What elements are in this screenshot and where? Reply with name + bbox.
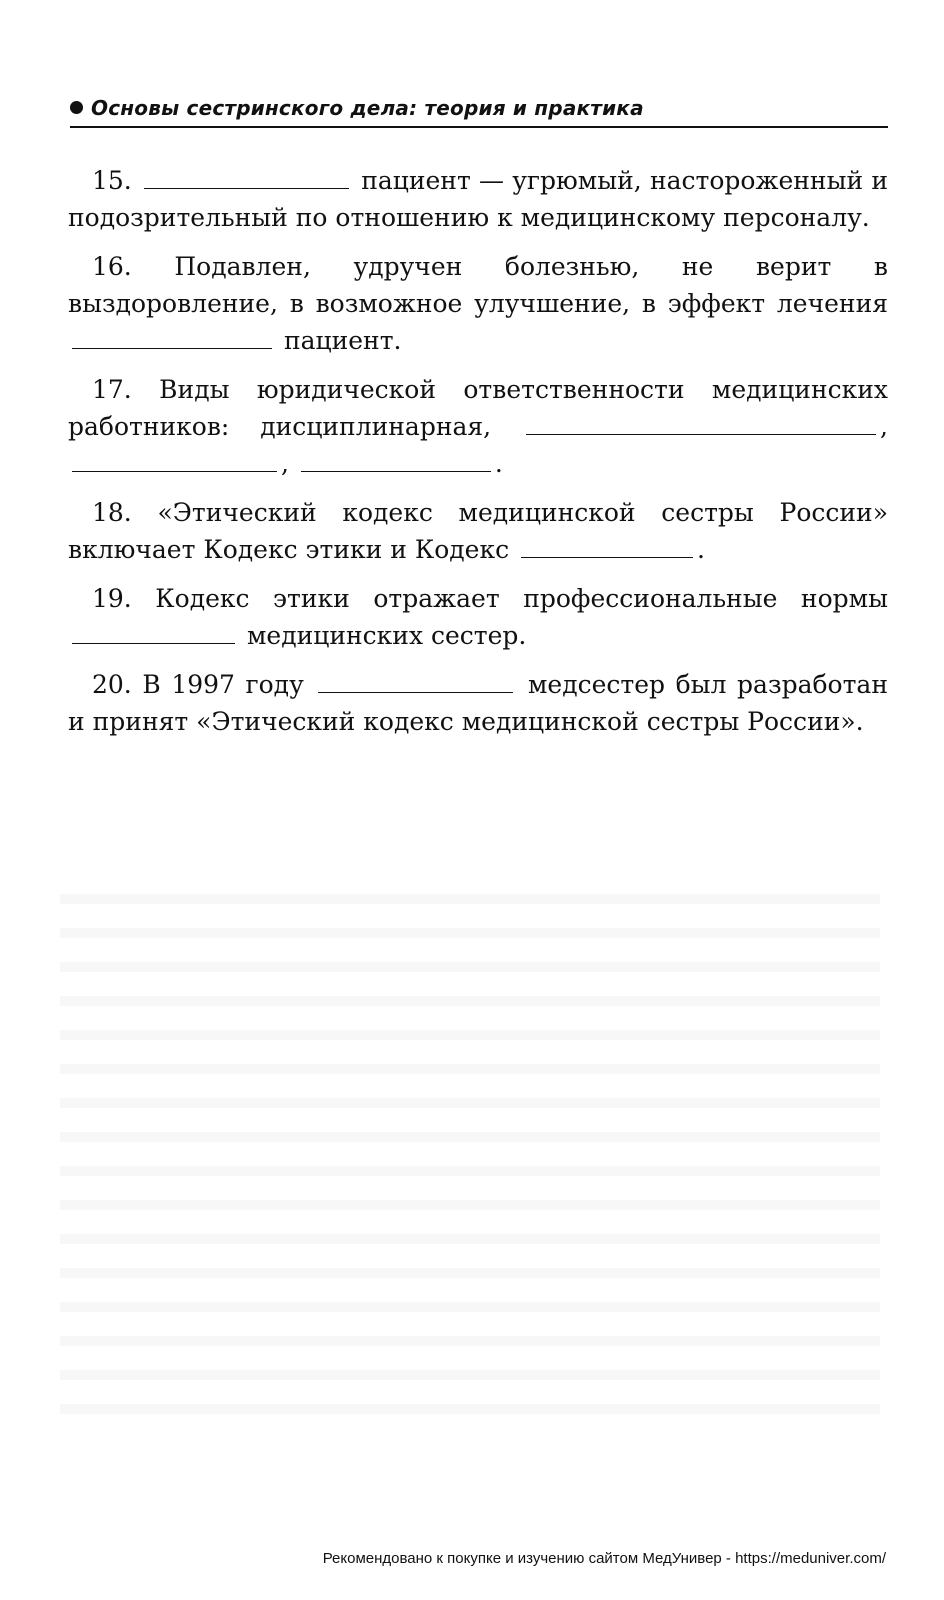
question-text: «Этический кодекс медицинской сестры России» включает Кодекс этики и Кодекс <box>68 498 888 564</box>
question-16 <box>68 248 888 359</box>
answer-blank <box>318 666 513 693</box>
question-text: медсестер был разработан и принят «Этический кодекс медицинской сестры России». <box>68 670 888 736</box>
question-number: 15. <box>92 166 132 195</box>
question-number: 17. <box>92 375 132 404</box>
question-15 <box>68 162 888 236</box>
answer-blank <box>144 162 349 189</box>
question-text: Кодекс этики отражает профессиональные нормы <box>155 584 888 613</box>
question-number: 19. <box>92 584 132 613</box>
question-text: Подавлен, удручен болезнью, не верит в выздоровление, в возможное улучшение, в эффект лечения <box>68 252 888 318</box>
footer-note: Рекомендовано к покупке и изучению сайтом МедУнивер - https://meduniver.com/ <box>322 1550 886 1567</box>
question-number: 18. <box>92 498 132 527</box>
page-header <box>70 96 888 128</box>
question-text: медицинских сестер. <box>246 621 527 650</box>
question-number: 20. <box>92 670 132 699</box>
question-number: 16. <box>92 252 132 281</box>
answer-blank <box>526 408 876 435</box>
period: . <box>697 535 705 564</box>
answer-blank <box>72 445 277 472</box>
question-18 <box>68 494 888 568</box>
bullet-icon <box>70 101 83 114</box>
answer-blank <box>72 617 235 644</box>
question-text: пациент — угрюмый, настороженный и подозрительный по отношению к медицинскому персоналу. <box>68 166 889 232</box>
answer-blank <box>301 445 491 472</box>
question-text: Виды юридической ответственности медицинских работников: дисциплинарная, <box>68 375 889 441</box>
period: . <box>494 449 503 478</box>
answer-blank <box>521 531 693 558</box>
question-text: пациент. <box>283 326 402 355</box>
questions-list <box>68 162 888 752</box>
separator: , <box>880 412 888 441</box>
question-17 <box>68 371 888 482</box>
question-text: В 1997 году <box>142 670 304 699</box>
question-19 <box>68 580 888 654</box>
separator: , <box>281 449 289 478</box>
header-title: Основы сестринского дела: теория и практика <box>91 96 644 120</box>
bleed-through-texture <box>60 870 880 1430</box>
answer-blank <box>72 322 272 349</box>
question-20 <box>68 666 888 740</box>
